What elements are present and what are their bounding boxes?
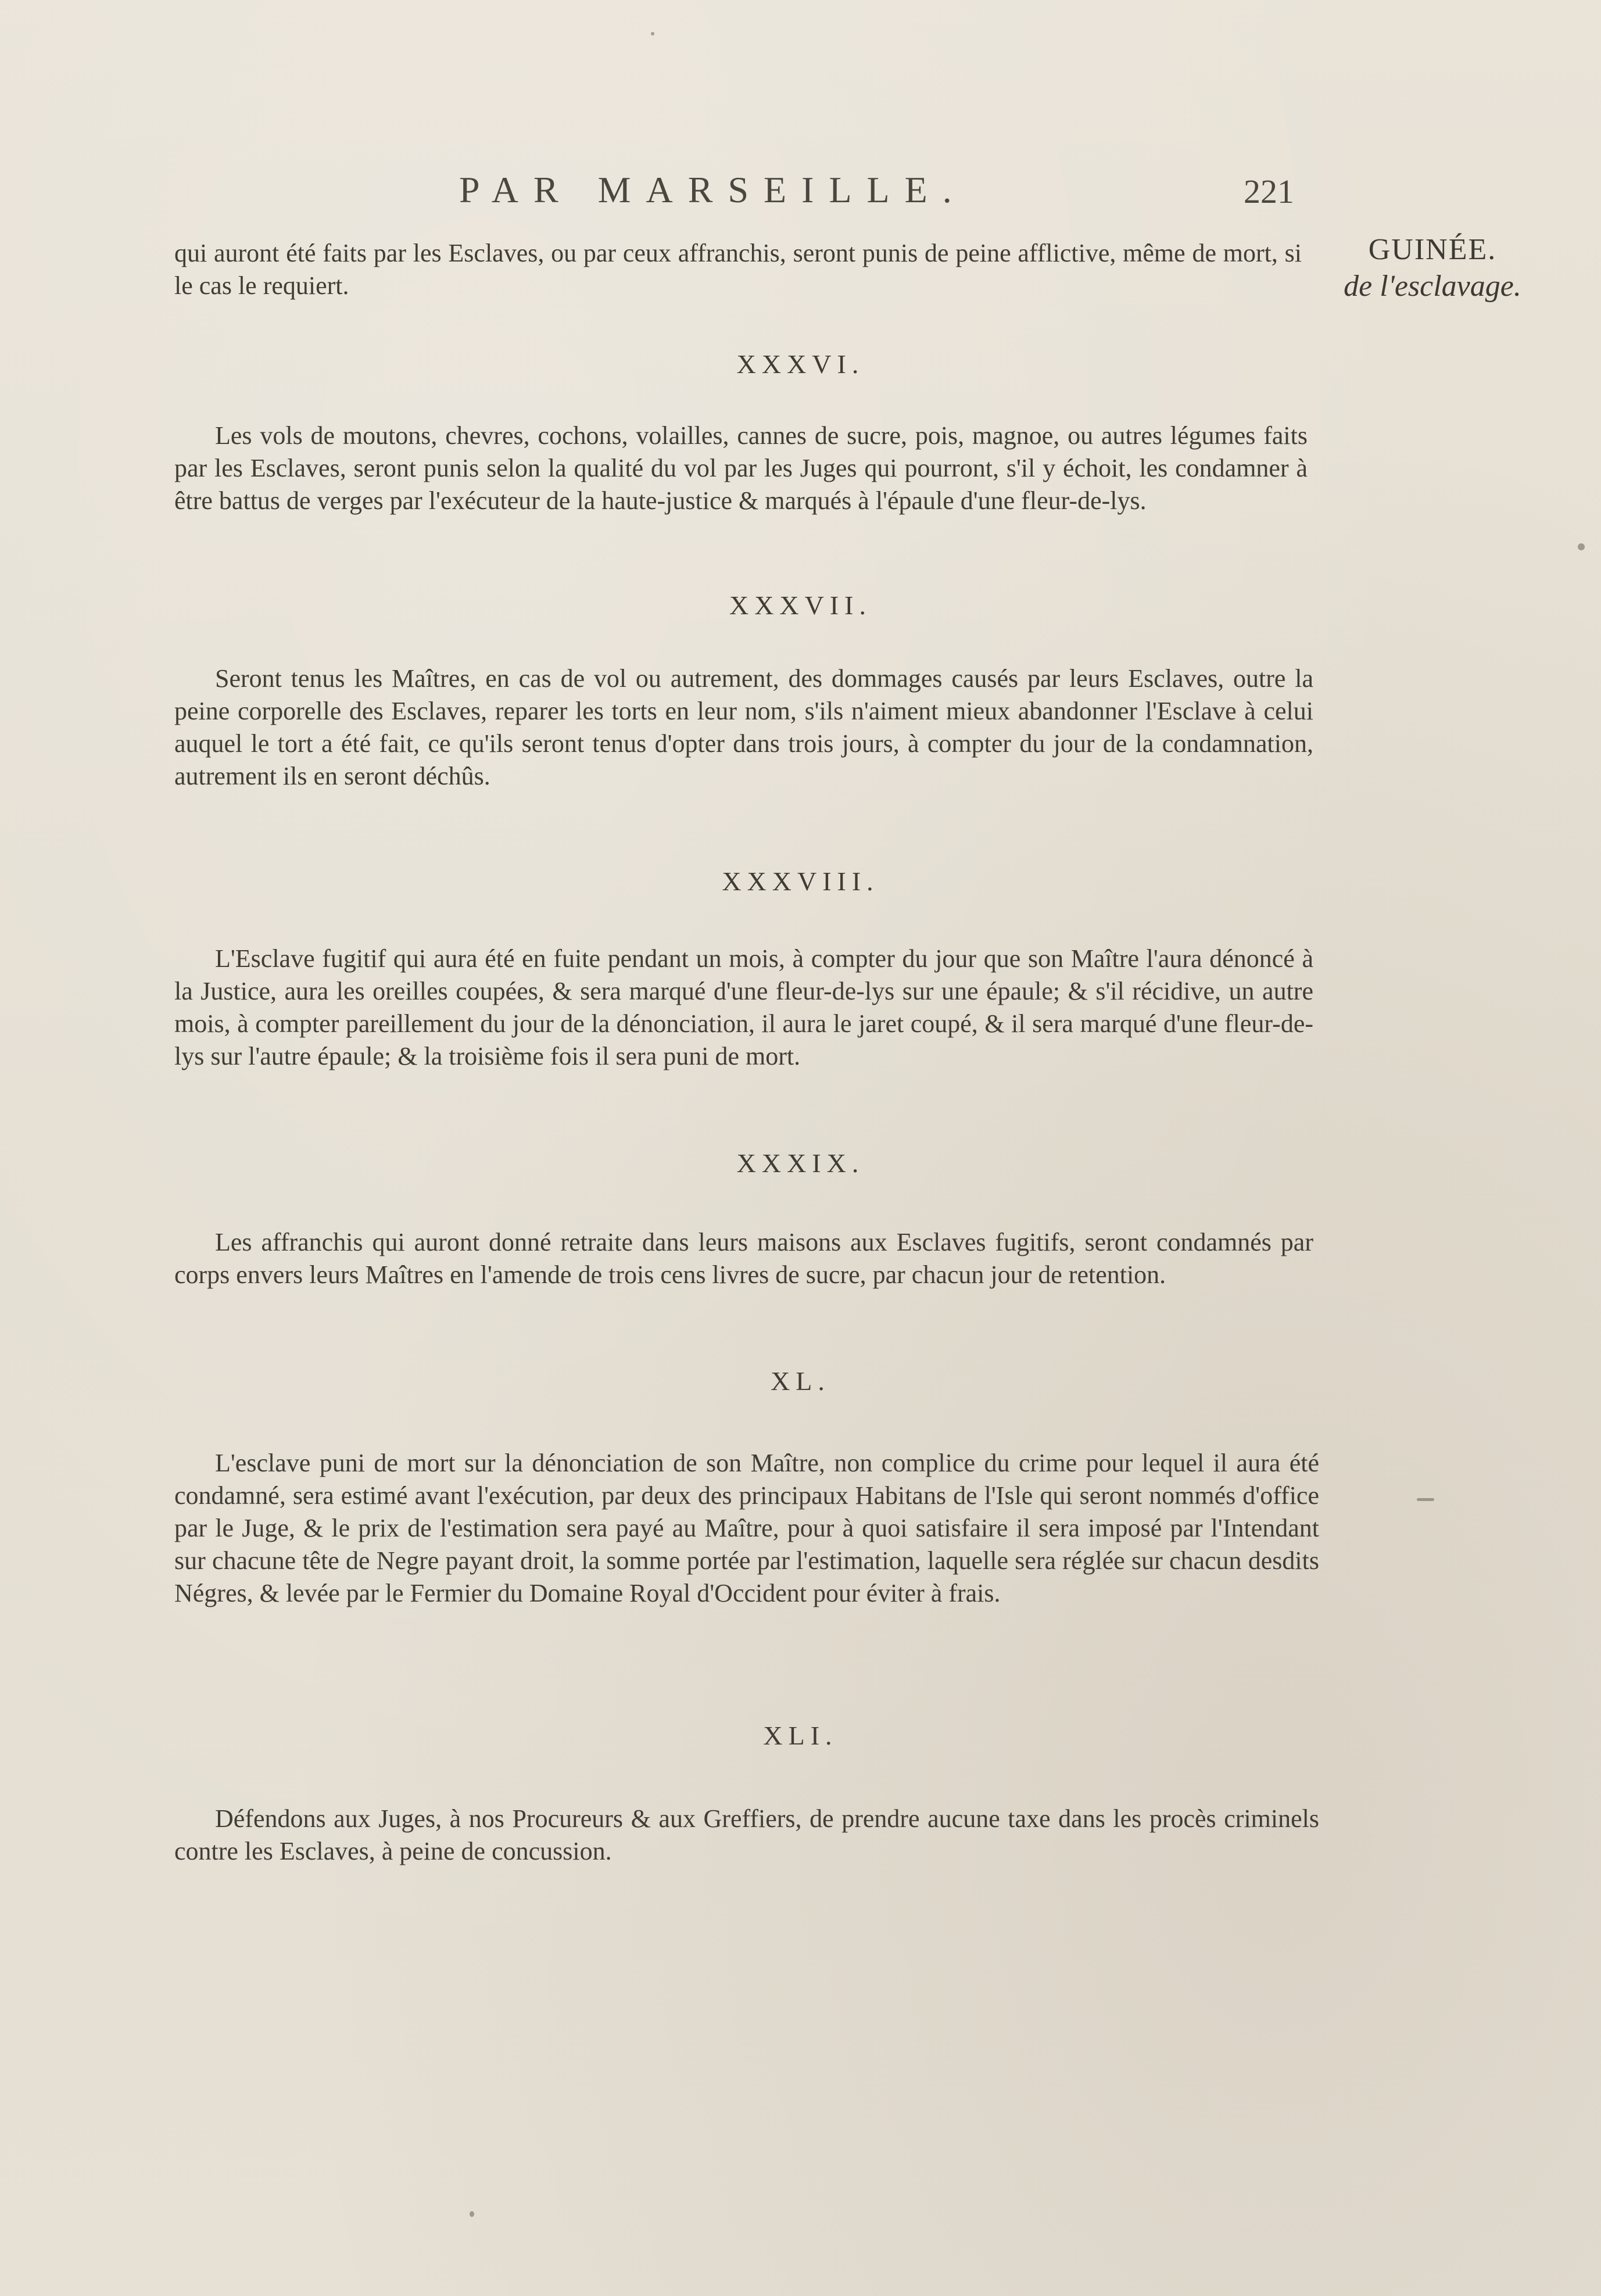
article-text-36: Les vols de moutons, chevres, cochons, volailles, cannes de sucre, pois, magnoe, ou autres légumes faits par les Esclaves, seront punis selon la qualité du vol par les Juges qui pourront, s'il y échoit, les condamner à être battus de verges par l'exécuteur de la haute-justice & marqués à l'épaule d'une fleur-de-lys.: [174, 421, 1308, 515]
paper-speck: [1417, 1498, 1434, 1501]
article-text-39: Les affranchis qui auront donné retraite dans leurs maisons aux Esclaves fugitifs, seront condamnés par corps envers leurs Maîtres en l'amende de trois cens livres de sucre, par chacun jour de retention.: [174, 1228, 1313, 1289]
article-heading-36: [0, 349, 1601, 379]
article-text-38: L'Esclave fugitif qui aura été en fuite pendant un mois, à compter du jour que son Maître l'aura dénoncé à la Justice, aura les oreilles coupées, & sera marqué d'une fleur-de-lys sur une épaule; & s'il récidive, un autre mois, à compter pareillement du jour de la dénonciation, il aura le jaret coupé, & il sera marqué d'une fleur-de-lys sur l'autre épaule; & la troisième fois il sera puni de mort.: [174, 944, 1313, 1070]
article-heading-text: XXXIX.: [736, 1148, 865, 1178]
paper-speck: [1578, 543, 1585, 550]
article-heading-text: XXXVI.: [736, 349, 865, 379]
paper-speck: [470, 2211, 474, 2217]
page-number: 221: [1244, 173, 1294, 210]
paper-speck: [651, 32, 654, 35]
page-header: [0, 169, 1601, 221]
margin-note-topic: de l'esclavage.: [1344, 270, 1521, 303]
article-heading-text: XXXVIII.: [722, 866, 879, 896]
margin-note: [1337, 232, 1528, 303]
running-title: PAR MARSEILLE.: [459, 169, 967, 210]
article-heading-text: XXXVII.: [729, 590, 872, 620]
article-heading-38: [0, 866, 1601, 897]
margin-note-region: GUINÉE.: [1368, 233, 1497, 266]
article-heading-40: [0, 1366, 1601, 1396]
article-text-37: Seront tenus les Maîtres, en cas de vol ou autrement, des dommages causés par leurs Esclaves, outre la peine corporelle des Esclaves, reparer les torts en leur nom, s'ils n'aiment mieux abandonner l'Esclave à celui auquel le tort a été fait, ce qu'ils seront tenus d'opter dans trois jours, à compter du jour de la condamnation, autrement ils en seront déchûs.: [174, 664, 1313, 790]
article-text-40: L'esclave puni de mort sur la dénonciation de son Maître, non complice du crime pour lequel il aura été condamné, sera estimé avant l'exécution, par deux des principaux Habitans de l'Isle qui seront nommés d'office par le Juge, & le prix de l'estimation sera payé au Maître, pour à quoi satisfaire il sera imposé par l'Intendant sur chacune tête de Negre payant droit, la somme portée par l'estimation, laquelle sera réglée sur chacun desdits Négres, & levée par le Fermier du Domaine Royal d'Occident pour éviter à frais.: [174, 1449, 1319, 1607]
article-heading-41: [0, 1720, 1601, 1751]
article-heading-39: [0, 1148, 1601, 1179]
article-heading-text: XL.: [771, 1366, 830, 1396]
article-heading-37: [0, 590, 1601, 621]
article-text-41: Défendons aux Juges, à nos Procureurs & aux Greffiers, de prendre aucune taxe dans les procès criminels contre les Esclaves, à peine de concussion.: [174, 1804, 1319, 1865]
continuation-paragraph: qui auront été faits par les Esclaves, ou par ceux affranchis, seront punis de peine afflictive, même de mort, si le cas le requiert.: [174, 239, 1302, 300]
article-heading-text: XLI.: [763, 1721, 838, 1750]
